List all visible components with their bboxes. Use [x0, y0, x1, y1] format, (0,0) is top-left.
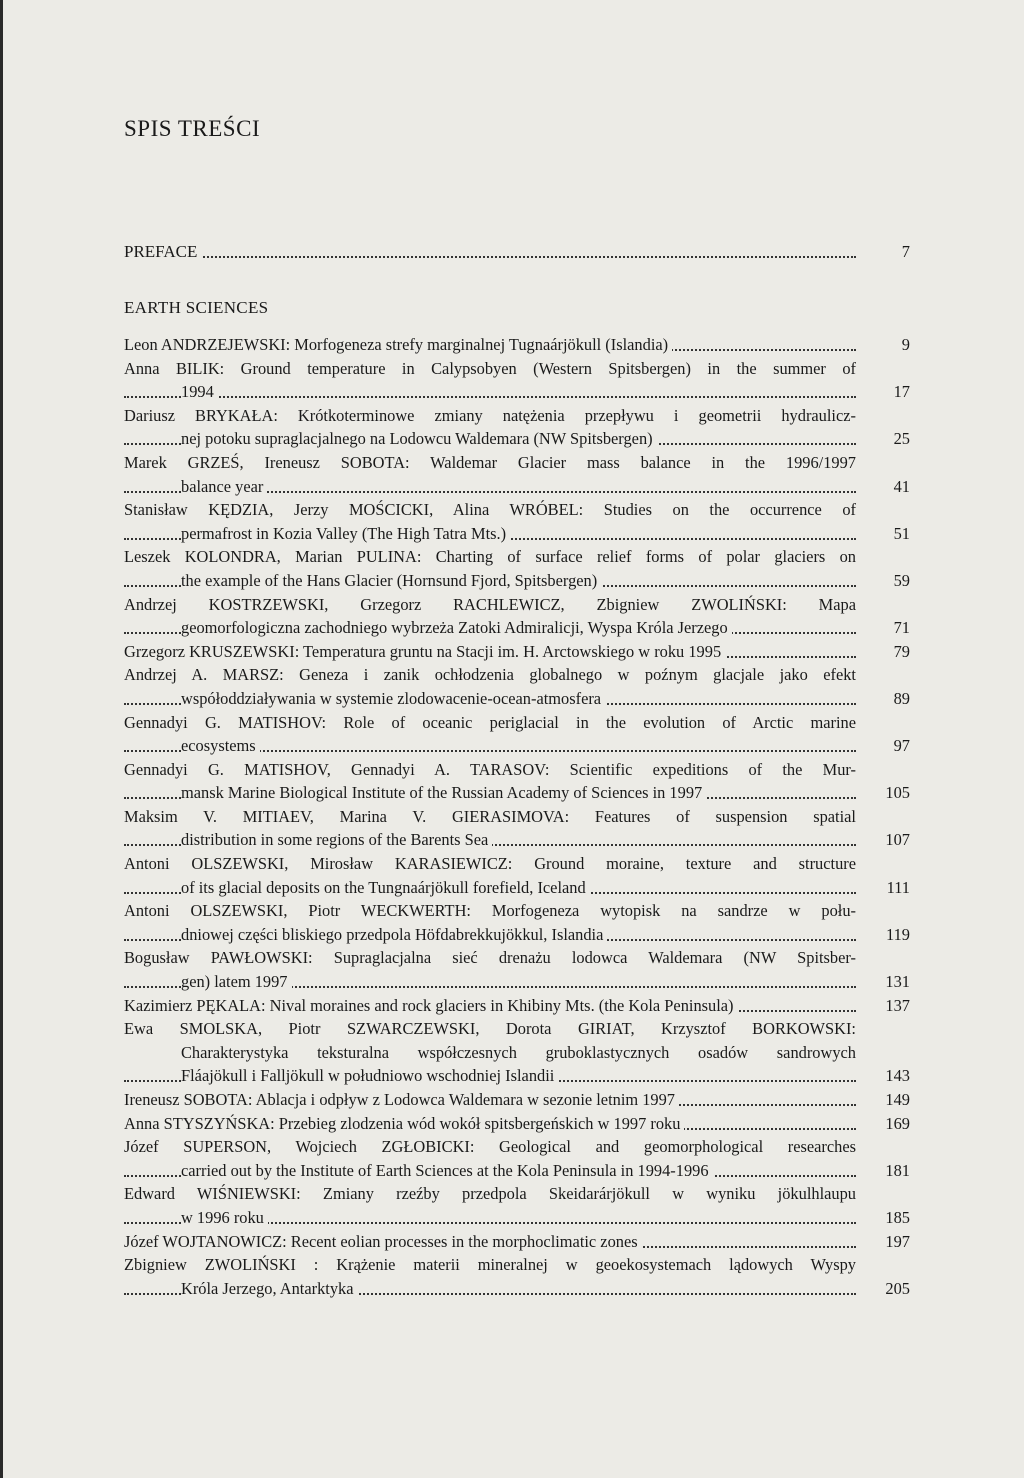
toc-entry-text: ecosystems	[181, 736, 260, 755]
toc-entry-continuation	[124, 876, 910, 900]
toc-entry-text: Józef SUPERSON, Wojciech ZGŁOBICKI: Geological and geomorphological researches	[124, 1137, 856, 1157]
toc-entry-line	[124, 1135, 856, 1159]
toc-entry	[124, 805, 910, 852]
toc-entry-line	[124, 1088, 910, 1112]
toc-entry	[124, 758, 910, 805]
toc-entry-line	[124, 663, 856, 687]
toc-entry-text: carried out by the Institute of Earth Sciences at the Kola Peninsula in 1994-1996	[181, 1161, 713, 1180]
toc-entry-line	[124, 899, 856, 923]
toc-entry	[124, 899, 910, 946]
toc-entry	[124, 852, 910, 899]
toc-entry-continuation	[124, 923, 910, 947]
toc-entry-text: Gennadyi G. MATISHOV: Role of oceanic periglacial in the evolution of Arctic marine	[124, 712, 856, 732]
toc-entry-continuation	[124, 687, 910, 711]
toc-page-number: 107	[885, 830, 910, 850]
toc-page-number: 149	[885, 1090, 910, 1109]
toc-page-number: 181	[885, 1160, 910, 1180]
toc-entry-text: Leon ANDRZEJEWSKI: Morfogeneza strefy marginalnej Tugnaárjökull (Islandia)	[124, 335, 672, 354]
toc-page-number: 169	[885, 1113, 910, 1133]
toc-entry-continuation	[124, 734, 910, 758]
toc-entry-continuation	[124, 475, 910, 499]
toc-entry-text: Józef WOJTANOWICZ: Recent eolian processes in the morphoclimatic zones	[124, 1232, 642, 1251]
toc-entry	[124, 545, 910, 592]
toc-entry-line	[124, 805, 856, 829]
toc-entry-line	[124, 404, 856, 428]
toc-entry-text: dniowej części bliskiego przedpola Höfdabrekkujökkul, Islandia	[181, 925, 607, 944]
toc-entry-continuation	[124, 1159, 910, 1183]
toc-entry-line	[124, 758, 856, 782]
toc-page-number: 197	[885, 1231, 910, 1251]
toc-entry-continuation	[124, 1206, 910, 1230]
toc-entry-continuation	[124, 522, 910, 546]
toc-page-number: 143	[885, 1066, 910, 1086]
toc-entry	[124, 1253, 910, 1300]
toc-entry-text: the example of the Hans Glacier (Hornsund Fjord, Spitsbergen)	[181, 571, 601, 590]
toc-page-number: 185	[885, 1207, 910, 1227]
toc-entry-text: Stanisław KĘDZIA, Jerzy MOŚCICKI, Alina WRÓBEL: Studies on the occurrence of	[124, 500, 856, 520]
toc-page-number: 205	[885, 1278, 910, 1298]
toc-page-number: 137	[885, 995, 910, 1015]
toc-entry-line	[124, 711, 856, 735]
toc-entry-text: Andrzej A. MARSZ: Geneza i zanik ochłodzenia globalnego w poźnym glacjale jako efekt	[124, 665, 856, 685]
toc-entry-text: Króla Jerzego, Antarktyka	[181, 1279, 358, 1298]
toc-entry	[124, 1182, 910, 1229]
toc-entry-continuation	[124, 616, 910, 640]
toc-entry-continuation	[124, 1041, 856, 1065]
toc-entry-text: of its glacial deposits on the Tungnaárjökull forefield, Iceland	[181, 878, 590, 897]
toc-page-number: 51	[893, 523, 910, 543]
toc-page-number: 79	[893, 641, 910, 661]
toc-entry-text: balance year	[181, 477, 267, 496]
toc-entry	[124, 404, 910, 451]
toc-entry-text: Fláajökull i Falljökull w południowo wschodniej Islandii	[181, 1066, 558, 1085]
toc-entry-text: Antoni OLSZEWSKI, Piotr WECKWERTH: Morfogeneza wytopisk na sandrze w połu-	[124, 901, 856, 921]
preface-entry	[124, 240, 910, 264]
toc-entry-continuation	[124, 1064, 910, 1088]
toc-entry-text: Zbigniew ZWOLIŃSKI : Krążenie materii mineralnej w geoekosystemach lądowych Wyspy	[124, 1255, 856, 1275]
toc-entry-line	[124, 1112, 910, 1136]
toc-entry	[124, 640, 910, 664]
toc-entry	[124, 593, 910, 640]
toc-page-number: 25	[893, 429, 910, 449]
toc-entry-continuation	[124, 970, 910, 994]
toc-entry	[124, 1088, 910, 1112]
toc-entry	[124, 1112, 910, 1136]
preface-label: PREFACE	[124, 242, 201, 261]
toc-entry-line	[124, 1230, 910, 1254]
toc-entry-text: geomorfologiczna zachodniego wybrzeża Zatoki Admiralicji, Wyspa Króla Jerzego	[181, 618, 732, 637]
toc-page-number: 89	[893, 688, 910, 708]
toc-entry-continuation	[124, 427, 910, 451]
toc-entry-line	[124, 357, 856, 381]
toc-page-number: 131	[885, 972, 910, 992]
toc-entry-line	[124, 946, 856, 970]
toc-page-number: 105	[885, 783, 910, 803]
toc-entry-line	[124, 1253, 856, 1277]
toc-page-number: 119	[886, 924, 910, 944]
toc-entry	[124, 451, 910, 498]
toc-entry-continuation	[124, 380, 910, 404]
preface-line	[124, 240, 910, 264]
toc-entry-continuation	[124, 828, 910, 852]
toc-entry-text: gen) latem 1997	[181, 972, 292, 991]
toc-entry-text: mansk Marine Biological Institute of the Russian Academy of Sciences in 1997	[181, 783, 706, 802]
toc-entry-text: Kazimierz PĘKALA: Nival moraines and rock glaciers in Khibiny Mts. (the Kola Peninsula)	[124, 996, 738, 1015]
toc-entry-continuation	[124, 1277, 910, 1301]
toc-entry-text: Bogusław PAWŁOWSKI: Supraglacjalna sieć drenażu lodowca Waldemara (NW Spitsber-	[124, 948, 856, 968]
toc-entry-text: distribution in some regions of the Barents Sea	[181, 830, 492, 849]
toc-entry-line	[124, 451, 856, 475]
toc-entry-text: Marek GRZEŚ, Ireneusz SOBOTA: Waldemar Glacier mass balance in the 1996/1997	[124, 452, 856, 472]
toc-entry	[124, 357, 910, 404]
toc-entry	[124, 1017, 910, 1088]
toc-entry-continuation	[124, 569, 910, 593]
toc-entry-text: Maksim V. MITIAEV, Marina V. GIERASIMOVA: Features of suspension spatial	[124, 806, 856, 826]
section-heading: EARTH SCIENCES	[124, 298, 269, 317]
toc-entry-text: Edward WIŚNIEWSKI: Zmiany rzeźby przedpola Skeidarárjökull w wyniku jökulhlaupu	[124, 1184, 856, 1204]
toc-entry-line	[124, 852, 856, 876]
toc-entry-text: Ireneusz SOBOTA: Ablacja i odpływ z Lodowca Waldemara w sezonie letnim 1997	[124, 1090, 679, 1109]
toc-entry-text: Leszek KOLONDRA, Marian PULINA: Charting of surface relief forms of polar glaciers on	[124, 547, 856, 567]
preface-page-number: 7	[901, 242, 910, 261]
toc-entry-text: Andrzej KOSTRZEWSKI, Grzegorz RACHLEWICZ, Zbigniew ZWOLIŃSKI: Mapa	[124, 594, 856, 614]
toc-page-number: 59	[893, 570, 910, 590]
toc-entry-text: nej potoku supraglacjalnego na Lodowcu Waldemara (NW Spitsbergen)	[181, 429, 657, 448]
page-title: SPIS TREŚCI	[124, 116, 261, 141]
toc-entry-line	[124, 593, 856, 617]
toc-entry-line	[124, 498, 856, 522]
toc-entry	[124, 994, 910, 1018]
table-of-contents	[124, 333, 910, 1300]
toc-page-number: 97	[893, 736, 910, 756]
toc-entry-text: Anna BILIK: Ground temperature in Calypsobyen (Western Spitsbergen) in the summer of	[124, 358, 856, 378]
toc-entry-text: współoddziaływania w systemie zlodowacenie-ocean-atmosfera	[181, 689, 605, 708]
toc-entry	[124, 946, 910, 993]
toc-entry	[124, 663, 910, 710]
toc-entry	[124, 1135, 910, 1182]
toc-entry-line	[124, 333, 910, 357]
toc-entry-line	[124, 640, 910, 664]
toc-page-number: 71	[893, 618, 910, 638]
toc-entry-text: Ewa SMOLSKA, Piotr SZWARCZEWSKI, Dorota GIRIAT, Krzysztof BORKOWSKI:	[124, 1019, 856, 1039]
toc-entry-text: Dariusz BRYKAŁA: Krótkoterminowe zmiany natężenia przepływu i geometrii hydraulicz-	[124, 405, 856, 425]
toc-entry-line	[124, 1182, 856, 1206]
toc-entry	[124, 711, 910, 758]
toc-entry-line	[124, 994, 910, 1018]
toc-entry-text: Gennadyi G. MATISHOV, Gennadyi A. TARASOV: Scientific expeditions of the Mur-	[124, 759, 856, 779]
toc-page-number: 41	[893, 476, 910, 496]
toc-entry-line	[124, 1017, 856, 1041]
toc-entry-text: w 1996 roku	[181, 1208, 268, 1227]
toc-entry	[124, 498, 910, 545]
toc-page-number: 111	[886, 877, 910, 897]
toc-page-number: 17	[893, 382, 910, 402]
toc-entry-text: Charakterystyka teksturalna współczesnych gruboklastycznych osadów sandrowych	[181, 1042, 856, 1062]
toc-entry-text: Anna STYSZYŃSKA: Przebieg zlodzenia wód wokół spitsbergeńskich w 1997 roku	[124, 1114, 684, 1133]
toc-entry-line	[124, 545, 856, 569]
toc-entry-text: Antoni OLSZEWSKI, Mirosław KARASIEWICZ: Ground moraine, texture and structure	[124, 854, 856, 874]
toc-page-number: 9	[901, 335, 910, 354]
toc-entry-text: 1994	[181, 382, 218, 401]
toc-entry	[124, 1230, 910, 1254]
toc-entry-text: Grzegorz KRUSZEWSKI: Temperatura gruntu na Stacji im. H. Arctowskiego w roku 1995	[124, 642, 725, 661]
toc-entry-continuation	[124, 781, 910, 805]
toc-entry	[124, 333, 910, 357]
toc-entry-text: permafrost in Kozia Valley (The High Tatra Mts.)	[181, 524, 510, 543]
